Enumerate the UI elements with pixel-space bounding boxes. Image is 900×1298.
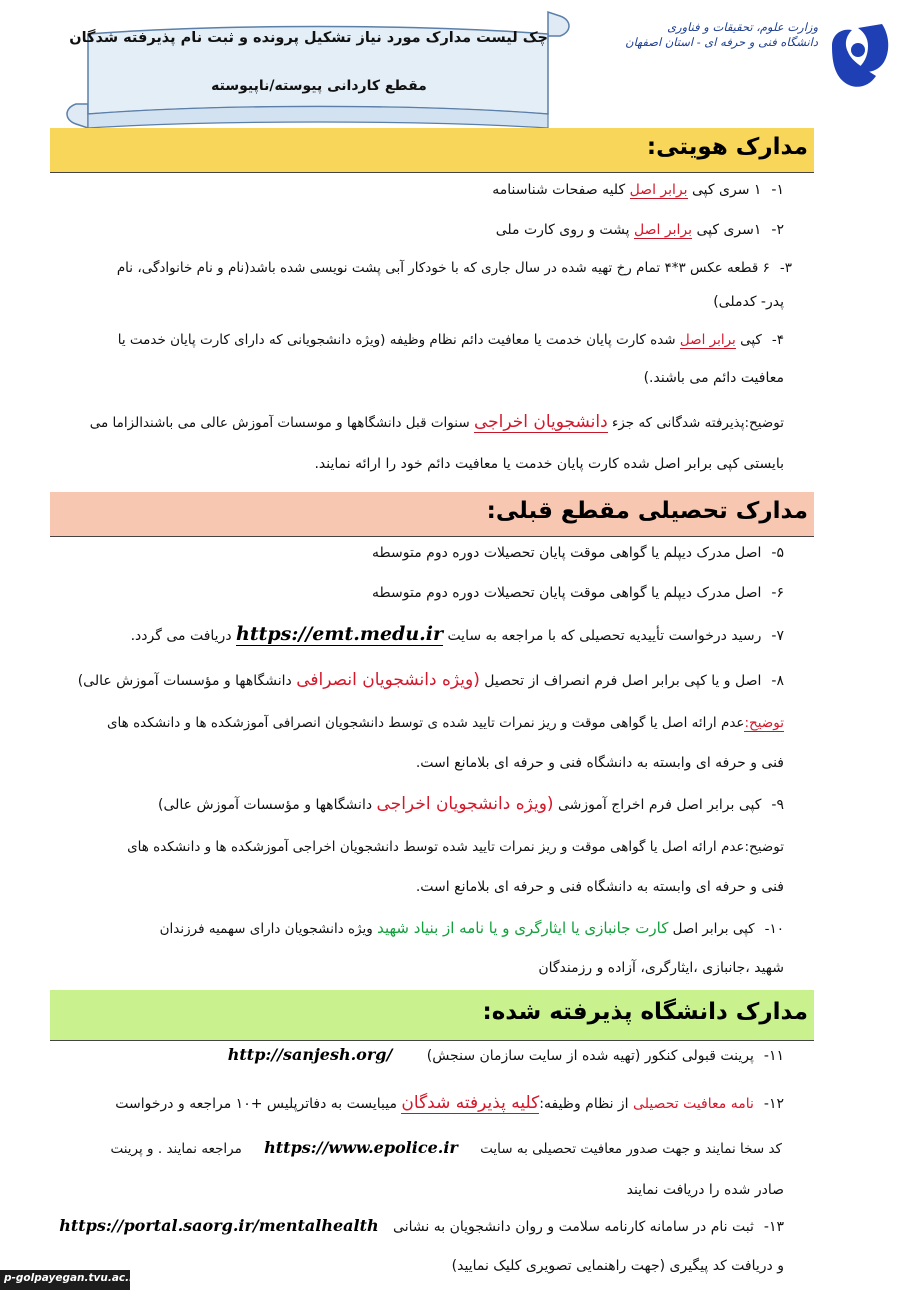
note-continuation: بایستی کپی برابر اصل شده کارت پایان خدمت یا معافیت دائم خود را ارائه نمایند.	[314, 456, 784, 472]
link-emt-medu[interactable]: https://emt.medu.ir	[236, 623, 443, 645]
degree-level-value: پیوسته/ناپیوسته	[211, 78, 323, 94]
ministry-text	[625, 20, 818, 50]
section-previous-education-documents	[50, 492, 814, 537]
note: توضیح:پذیرفته شدگانی که جزء دانشجویان اخراجی سنوات قبل دانشگاهها و موسسات آموزش عالی می باشندالزاما می	[89, 412, 784, 432]
list-item: ۵-اصل مدرک دیپلم یا گواهی موقت پایان تحصیلات دوره دوم متوسطه	[372, 545, 784, 561]
note-continuation: فنی و حرفه ای وابسته به دانشگاه فنی و حرفه ای بلامانع است.	[415, 755, 784, 771]
list-item-continuation: کد سخا نمایند و جهت صدور معافیت تحصیلی به سایت https://www.epolice.ir مراجعه نمایند . و پرینت	[110, 1138, 782, 1157]
fanni-herfei-logo-icon	[824, 16, 894, 96]
degree-level-label: مقطع کاردانی	[327, 78, 427, 94]
list-item: ۱۰-کپی برابر اصل کارت جانبازی یا ایثارگری و یا نامه از بنیاد شهید ویژه دانشجویان دارای سهمیه فرزندان	[159, 919, 784, 937]
degree-level	[90, 78, 548, 94]
page-title: چک لیست مدارک مورد نیاز تشکیل پرونده و ثبت نام پذیرفته شدگان	[69, 30, 548, 46]
section-admitted-university-documents	[50, 990, 814, 1041]
university-name: دانشگاه فنی و حرفه ای - استان اصفهان	[625, 35, 818, 49]
list-item: ۸-اصل و یا کپی برابر اصل فرم انصراف از تحصیل (ویژه دانشجویان انصرافی دانشگاهها و مؤسسات آموزش عالی)	[77, 670, 784, 690]
list-item-continuation: معافیت دائم می باشند.)	[643, 370, 784, 386]
list-item: ۱۲-نامه معافیت تحصیلی از نظام وظیفه:کلیه پذیرفته شدگان میبایست به دفاترپلیس +۱۰ مراجعه و درخواست	[115, 1093, 784, 1113]
list-item: ۱-۱ سری کپی برابر اصل کلیه صفحات شناسنامه	[492, 182, 784, 198]
section-title: مدارک تحصیلی مقطع قبلی:	[486, 498, 808, 524]
section-title: مدارک هویتی:	[646, 134, 808, 160]
list-item: ۴-کپی برابر اصل شده کارت پایان خدمت یا معافیت دائم نظام وظیفه (ویژه دانشجویانی که دارای کارت پایان خدمت یا	[117, 332, 784, 348]
note: توضیح:عدم ارائه اصل یا گواهی موقت و ریز نمرات تایید شده توسط دانشجویان اخراجی آموزشکده ها و دانشکده های	[127, 839, 784, 855]
list-item: ۲-۱سری کپی برابر اصل پشت و روی کارت ملی	[495, 222, 784, 238]
list-item-continuation: شهید ،جانبازی ،ایثارگری، آزاده و رزمندگان	[538, 960, 784, 976]
banner-text	[69, 30, 548, 94]
list-item: ۱۱-پرینت قبولی کنکور (تهیه شده از سایت سازمان سنجش) http://sanjesh.org/	[227, 1045, 784, 1064]
footer-site: p-golpayegan.tvu.ac.ir	[4, 1272, 138, 1284]
link-epolice[interactable]: https://www.epolice.ir	[264, 1138, 458, 1157]
note-continuation: فنی و حرفه ای وابسته به دانشگاه فنی و حرفه ای بلامانع است.	[415, 879, 784, 895]
list-item: ۱۳-ثبت نام در سامانه کارنامه سلامت و روان دانشجویان به نشانی https://portal.saorg.ir/mentalhealth	[59, 1216, 784, 1235]
list-item-continuation: صادر شده را دریافت نمایند	[626, 1182, 784, 1198]
list-item: ۷-رسید درخواست تأییدیه تحصیلی که با مراجعه به سایت https://emt.medu.ir دریافت می گردد.	[130, 623, 784, 645]
list-item-continuation: پدر- کدملی)	[713, 294, 784, 310]
section-identity-documents	[50, 128, 814, 173]
section-title: مدارک دانشگاه پذیرفته شده:	[482, 999, 808, 1025]
list-item: ۳-۶ قطعه عکس ۳*۴ تمام رخ تهیه شده در سال جاری که با خودکار آبی پشت نویسی شده باشد(نام و نام خانوادگی، نام	[116, 260, 792, 276]
link-sanjesh[interactable]: http://sanjesh.org/	[227, 1045, 393, 1064]
footer-watermark	[0, 1270, 138, 1290]
list-item: ۹-کپی برابر اصل فرم اخراج آموزشی (ویژه دانشجویان اخراجی دانشگاهها و مؤسسات آموزش عالی)	[158, 794, 784, 814]
list-item-continuation[interactable]: و دریافت کد پیگیری (جهت راهنمایی تصویری کلیک نمایید)	[451, 1258, 784, 1274]
ministry-name: وزارت علوم، تحقیقات و فناوری	[667, 20, 818, 34]
list-item: ۶-اصل مدرک دیپلم یا گواهی موقت پایان تحصیلات دوره دوم متوسطه	[372, 585, 784, 601]
note: توضیح:عدم ارائه اصل یا گواهی موقت و ریز نمرات تایید شده ی توسط دانشجویان انصرافی آموزشکده ها و دانشکده های	[106, 715, 784, 731]
link-mental-health-portal[interactable]: https://portal.saorg.ir/mentalhealth	[59, 1216, 379, 1235]
